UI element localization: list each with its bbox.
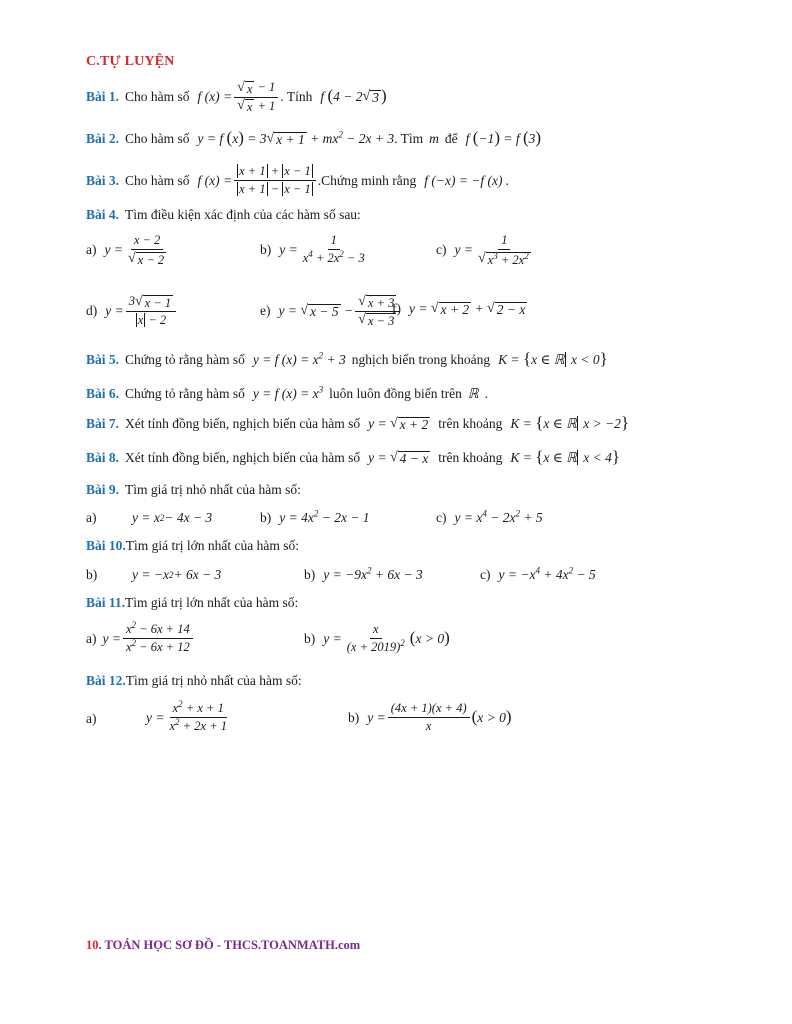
exercise-3 (86, 164, 509, 197)
formula: f (4 − 2 √ 3 ) (320, 85, 387, 106)
exercise-text: Cho hàm số (125, 172, 190, 188)
formula: y = x 2 − 4x − 3 (132, 510, 213, 525)
exercise-label: Bài 1. (86, 89, 120, 105)
exercise-text: . Tìm (394, 131, 424, 147)
exercise-text: Tìm giá trị lớn nhất của hàm số: (125, 595, 299, 610)
formula: f (−x) = −f (x) . (424, 172, 510, 188)
fraction: $\frac{x + 1 + x - 1}{x + 1 - x - 1}$ (234, 164, 316, 197)
formula: y = $\frac{x^2 + x + 1}{x^2 + 2x + 1}$ (146, 698, 227, 733)
part-label: b) (348, 709, 360, 725)
part-label: b) (86, 567, 98, 582)
exercise-12 (86, 673, 302, 689)
page-footer (86, 938, 360, 953)
part-b (86, 567, 97, 583)
part-label: b) (304, 567, 316, 582)
exercise-2 (86, 128, 542, 148)
exercise-text: để (444, 131, 458, 147)
exercise-text: Tìm giá trị lớn nhất của hàm số: (125, 538, 299, 553)
exercise-text: . Tính (280, 89, 313, 105)
part-a: a) y = x − 2 √ x − 2 (86, 233, 165, 267)
exercise-text: nghịch biến trong khoảng (351, 352, 491, 367)
formula: f (x) = (197, 172, 233, 188)
formula: f (x) = (197, 89, 233, 105)
part-label: c) (436, 510, 447, 525)
part-e: e) y = √ x − 5 − √ x + 3 √ x − 3 (260, 294, 401, 328)
exercise-7: Bài 7. Xét tính đồng biến, nghịch biến của hàm số y = √ x + 2 trên khoảng K = {x ∈ ℝ x > −2} (86, 413, 630, 433)
exercise-label: Bài 7. (86, 416, 120, 432)
exercise-label: Bài 5. (86, 352, 120, 367)
exercise-label: Bài 10. (86, 538, 126, 553)
part-label: b) (304, 630, 316, 646)
exercise-text: Tìm giá trị nhỏ nhất của hàm số: (125, 673, 302, 688)
part-b: b) y = $\frac{x}{(x + 2019)^2}$ (x > 0) (304, 622, 450, 654)
part-f: f) y = √ x + 2 + √ 2 − x (392, 301, 526, 318)
part-c: c) $y = x^4 - 2x^2 + 5$ (436, 508, 543, 525)
part-b: b) $y = -9x^2 + 6x - 3$ (304, 565, 423, 582)
exercise-4 (86, 207, 361, 223)
exercise-8: Bài 8. Xét tính đồng biến, nghịch biến của hàm số y = √ 4 − x trên khoảng K = {x ∈ ℝ x < 4} (86, 447, 620, 467)
exercise-label: Bài 8. (86, 450, 120, 466)
formula: y = −x 2 + 6x − 3 (132, 567, 222, 582)
part-label: e) (260, 303, 271, 319)
exercise-text: Xét tính đồng biến, nghịch biến của hàm số (125, 416, 361, 432)
exercise-label: Bài 3. (86, 172, 120, 188)
exercise-label: Bài 4. (86, 207, 120, 222)
part-a (86, 510, 97, 526)
exercise-text: Cho hàm số (125, 131, 190, 147)
exercise-text: Chứng tỏ rằng hàm số (125, 386, 245, 401)
exercise-text: Chứng tỏ rằng hàm số (125, 352, 245, 367)
fraction: √ x − 1 √ x + 1 (234, 80, 278, 114)
exercise-text: Tìm điều kiện xác định của các hàm số sau: (125, 207, 361, 222)
exercise-text: trên khoảng (438, 416, 503, 432)
part-label: a) (86, 711, 97, 726)
part-label: d) (86, 302, 98, 318)
exercise-label: Bài 6. (86, 386, 120, 401)
exercise-5: Bài 5. Chứng tỏ rằng hàm số y = f $(x) = x^2 + 3$ nghịch biến trong khoảng K = {x ∈ ℝ x < 0} (86, 349, 608, 368)
formula: y = f (x) = 3 √ x + 1 + $mx^2 - 2x + 3$ (197, 128, 395, 148)
part-a: a) y = $\frac{x^2 - 6x + 14}{x^2 - 6x + 12}$ (86, 622, 195, 655)
part-label: c) (436, 241, 447, 257)
footer-title: . TOÁN HỌC SƠ ĐỒ - THCS.TOANMATH.com (98, 938, 361, 952)
part-label: f) (392, 301, 401, 317)
exercise-1 (86, 80, 387, 114)
exercise-text: Tìm giá trị nhỏ nhất của hàm số: (125, 482, 301, 497)
exercise-text: .Chứng minh rằng (317, 172, 417, 188)
part-b: b) y = $\frac{(4x + 1)(x + 4)}{x}$ (x > 0) (348, 701, 512, 733)
part-c: c) y = 1 √ $x^3 + 2x^2$ (436, 233, 529, 267)
part-label: a) (86, 241, 97, 257)
section-heading: C.TỰ LUYỆN (86, 54, 175, 69)
exercise-text: . (484, 386, 488, 401)
exercise-label: Bài 2. (86, 131, 120, 147)
part-b: b) y = $\frac{1}{x^4 + 2x^2 - 3}$ (260, 233, 365, 265)
part-label: b) (260, 241, 272, 257)
exercise-text: Cho hàm số (125, 89, 190, 105)
exercise-label: Bài 12. (86, 673, 126, 688)
exercise-10 (86, 538, 299, 554)
part-d: d) y = 3 √ x − 1 x − 2 (86, 294, 178, 328)
exercise-text: trên khoảng (438, 450, 503, 466)
part-label: a) (86, 510, 97, 525)
exercise-text: luôn luôn đồng biến trên (329, 386, 462, 401)
part-label: a) (86, 630, 97, 646)
exercise-label: Bài 11. (86, 595, 126, 610)
part-a (86, 711, 97, 727)
part-c: c) $y = -x^4 + 4x^2 - 5$ (480, 565, 596, 582)
exercise-9 (86, 482, 301, 498)
part-label: c) (480, 567, 491, 582)
exercise-11 (86, 595, 298, 611)
part-b: b) $y = 4x^2 - 2x - 1$ (260, 508, 370, 525)
variable: m (429, 131, 439, 147)
page-number: 10 (86, 938, 99, 952)
exercise-label: Bài 9. (86, 482, 120, 497)
exercise-text: Xét tính đồng biến, nghịch biến của hàm số (125, 450, 361, 466)
exercise-6: Bài 6. Chứng tỏ rằng hàm số y = f $(x) = x^3$ luôn luôn đồng biến trên ℝ . (86, 384, 488, 401)
part-label: b) (260, 510, 272, 525)
formula: f (−1) = f (3) (465, 128, 542, 148)
